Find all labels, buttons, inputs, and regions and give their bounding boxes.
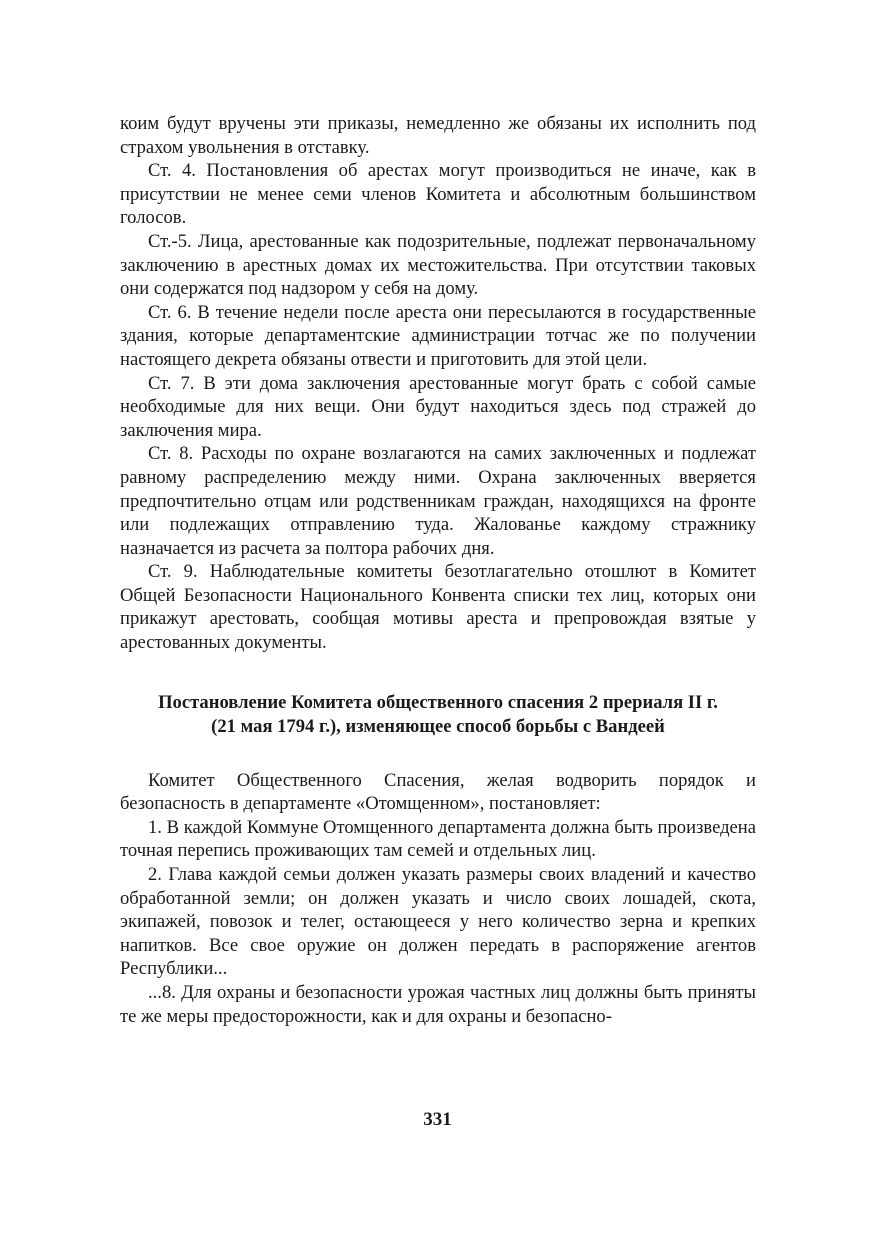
paragraph-item-1: 1. В каждой Коммуне Отомщенного департамента должна быть произведена точная перепись проживающих там семей и отдельных лиц. xyxy=(120,816,756,862)
section-heading-line-2: (21 мая 1794 г.), изменяющее способ борьбы с Вандеей xyxy=(211,715,665,737)
section-heading xyxy=(120,691,756,739)
paragraph-article-8: Ст. 8. Расходы по охране возлагаются на самих заключенных и подлежат равному распределению между ними. Охрана заключенных вверяется предпочтительно отцам или родственникам граждан, находящихся на фронте или подлежащих отправлению туда. Жалованье каждому стражнику назначается из расчета за полтора рабочих дня. xyxy=(120,443,756,559)
paragraph-article-6: Ст. 6. В течение недели после ареста они пересылаются в государственные здания, которые департаментские администрации тотчас же по получении настоящего декрета обязаны отвести и приготовить для этой цели. xyxy=(120,301,756,370)
paragraph-continuation: коим будут вручены эти приказы, немедленно же обязаны их исполнить под страхом увольнения в отставку. xyxy=(120,113,756,158)
page-number: 331 xyxy=(423,1109,452,1130)
paragraph-article-9: Ст. 9. Наблюдательные комитеты безотлагательно отошлют в Комитет Общей Безопасности Национального Конвента списки тех лиц, которых они прикажут арестовать, сообщая мотивы ареста и препровождая взятые у арестованных документы. xyxy=(120,561,756,654)
paragraph-item-8: ...8. Для охраны и безопасности урожая частных лиц должны быть приняты те же меры предосторожности, как и для охраны и безопасно- xyxy=(120,982,756,1027)
paragraph-article-4: Ст. 4. Постановления об арестах могут производиться не иначе, как в присутствии не менее семи членов Комитета и абсолютным большинством голосов. xyxy=(120,160,756,229)
paragraph-article-5: Ст.-5. Лица, арестованные как подозрительные, подлежат первоначальному заключению в арестных домах их местожительства. При отсутствии таковых они содержатся под надзором у себя на дому. xyxy=(120,230,756,300)
paragraph-article-7: Ст. 7. В эти дома заключения арестованные могут брать с собой самые необходимые для них вещи. Они будут находиться здесь под стражей до заключения мира. xyxy=(120,372,756,441)
page-body xyxy=(120,112,756,1028)
section-heading-line-1: Постановление Комитета общественного спасения 2 прериаля II г. xyxy=(158,691,718,713)
paragraph-item-2: 2. Глава каждой семьи должен указать размеры своих владений и качество обработанной земли; он должен указать и число своих лошадей, скота, экипажей, повозок и телег, остающееся у него количество зерна и крепких напитков. Все свое оружие он должен передать в распоряжение агентов Республики... xyxy=(120,864,756,980)
paragraph-preamble: Комитет Общественного Спасения, желая водворить порядок и безопасность в департаменте «Отомщенном», постановляет: xyxy=(120,769,756,815)
